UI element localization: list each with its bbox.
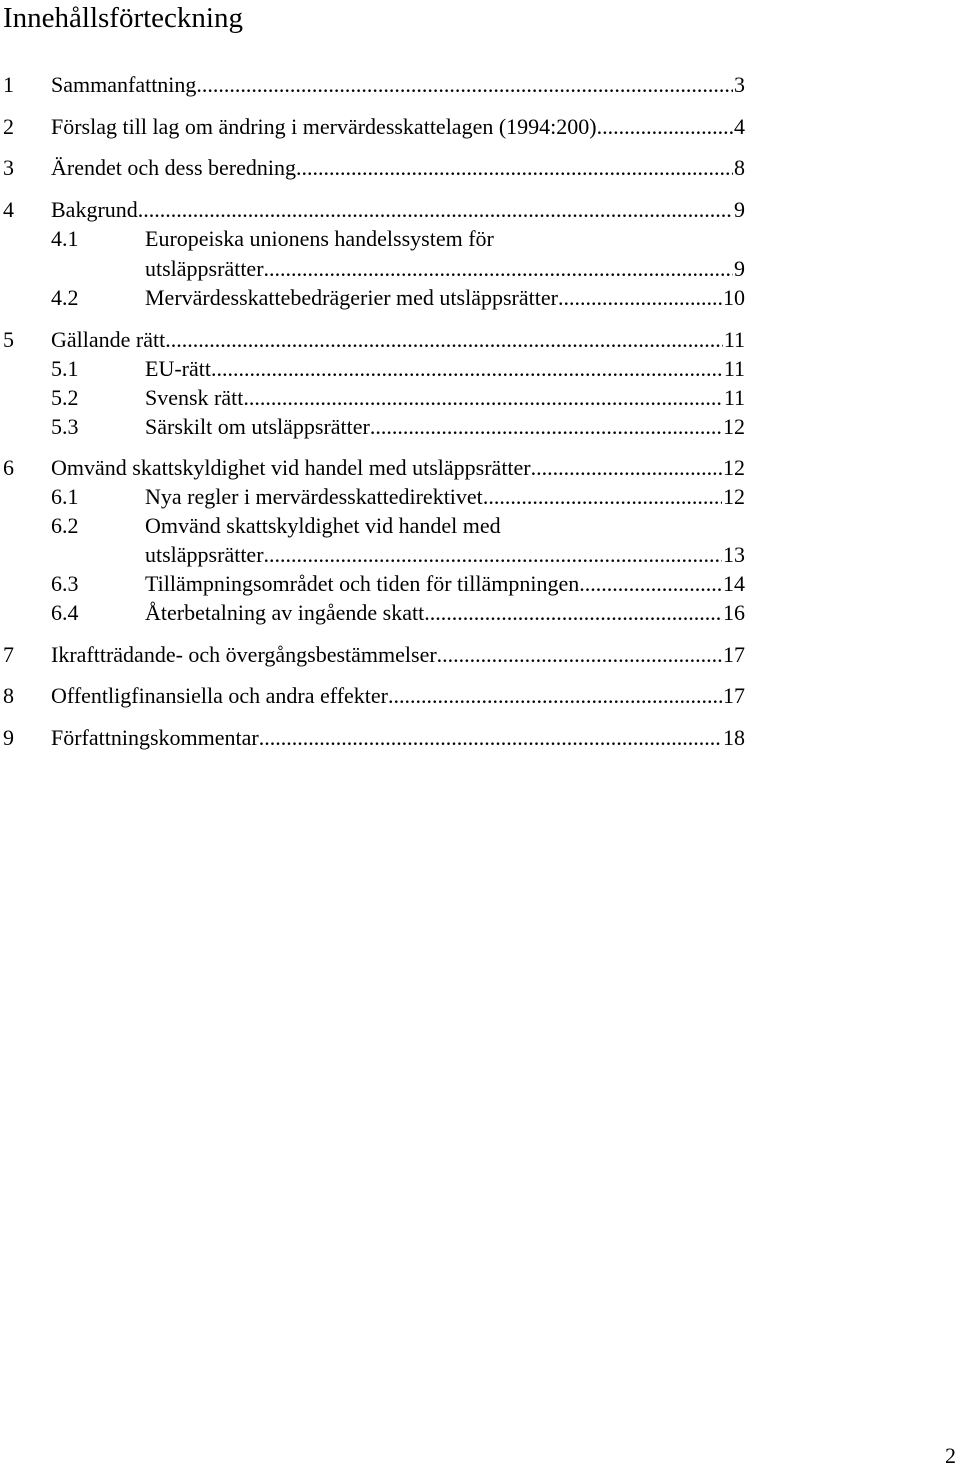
toc-page: 9 bbox=[734, 256, 745, 281]
toc-number: 7 bbox=[3, 642, 14, 667]
toc-title: EU-rätt bbox=[145, 356, 211, 381]
toc-title-continuation: utsläppsrätter bbox=[145, 256, 264, 281]
toc-title: Mervärdesskattebedrägerier med utsläppsrätter bbox=[145, 285, 558, 310]
toc-leader bbox=[196, 70, 733, 100]
toc-title: Förslag till lag om ändring i mervärdesskattelagen (1994:200) bbox=[51, 114, 597, 139]
toc-page: 4 bbox=[734, 114, 745, 139]
toc-leader bbox=[243, 383, 722, 413]
toc-title: Gällande rätt bbox=[51, 327, 166, 352]
toc-page: 9 bbox=[734, 197, 745, 222]
toc-leader bbox=[211, 354, 723, 384]
toc-page: 10 bbox=[723, 285, 745, 310]
toc-number: 6 bbox=[3, 455, 14, 480]
toc-title: Ikraftträdande- och övergångsbestämmelser bbox=[51, 642, 437, 667]
toc-leader bbox=[483, 482, 722, 512]
toc-entry-6[interactable] bbox=[0, 453, 745, 483]
toc-page: 12 bbox=[723, 414, 745, 439]
toc-page: 11 bbox=[723, 356, 745, 381]
toc-entry-7[interactable] bbox=[0, 640, 745, 670]
toc-leader bbox=[388, 681, 722, 711]
toc-entry-4-2[interactable] bbox=[0, 283, 745, 313]
toc-number: 6.1 bbox=[51, 484, 79, 509]
toc-page: 16 bbox=[723, 600, 745, 625]
toc-leader bbox=[138, 195, 733, 225]
toc-entry-6-3[interactable] bbox=[0, 569, 745, 599]
toc-leader bbox=[579, 569, 722, 599]
toc-page: 3 bbox=[734, 72, 745, 97]
toc-page: 8 bbox=[734, 155, 745, 180]
toc-entry-4-1[interactable] bbox=[0, 224, 745, 284]
toc-number: 3 bbox=[3, 155, 14, 180]
toc-entry-4[interactable] bbox=[0, 195, 745, 225]
page-number: 2 bbox=[945, 1443, 956, 1468]
toc-page: 12 bbox=[723, 484, 745, 509]
toc-number: 6.4 bbox=[51, 600, 79, 625]
toc-page: 14 bbox=[723, 571, 745, 596]
toc-leader bbox=[264, 254, 733, 284]
toc-entry-2[interactable] bbox=[0, 112, 745, 142]
toc-entry-5[interactable] bbox=[0, 325, 745, 355]
toc-page: 13 bbox=[723, 542, 745, 567]
toc-title: Sammanfattning bbox=[51, 72, 197, 97]
toc-page: 11 bbox=[723, 385, 745, 410]
toc-title: Tillämpningsområdet och tiden för tillämpningen bbox=[145, 571, 580, 596]
toc-page: 18 bbox=[723, 725, 745, 750]
toc-title: Nya regler i mervärdesskattedirektivet bbox=[145, 484, 483, 509]
toc-page: 17 bbox=[723, 683, 745, 708]
toc-leader bbox=[597, 112, 733, 142]
toc-entry-6-4[interactable] bbox=[0, 598, 745, 628]
toc-page: 11 bbox=[723, 327, 745, 352]
toc-entry-5-3[interactable] bbox=[0, 412, 745, 442]
toc-leader bbox=[558, 283, 722, 313]
toc-entry-3[interactable] bbox=[0, 153, 745, 183]
toc-title: Europeiska unionens handelssystem för bbox=[145, 226, 494, 251]
toc-number: 4 bbox=[3, 197, 14, 222]
toc-number: 9 bbox=[3, 725, 14, 750]
toc-entry-1[interactable] bbox=[0, 70, 745, 100]
toc-leader bbox=[437, 640, 722, 670]
toc-title: Återbetalning av ingående skatt bbox=[145, 600, 425, 625]
toc-entry-6-1[interactable] bbox=[0, 482, 745, 512]
toc-entry-9[interactable] bbox=[0, 723, 745, 753]
toc-title: Offentligfinansiella och andra effekter bbox=[51, 683, 388, 708]
toc-leader bbox=[531, 453, 722, 483]
toc-page: 17 bbox=[723, 642, 745, 667]
toc-number: 5.1 bbox=[51, 356, 79, 381]
toc-title: Särskilt om utsläppsrätter bbox=[145, 414, 370, 439]
toc-number: 4.2 bbox=[51, 285, 79, 310]
toc-number: 6.3 bbox=[51, 571, 79, 596]
toc-number: 1 bbox=[3, 72, 14, 97]
toc-entry-5-1[interactable] bbox=[0, 354, 745, 384]
toc-number: 5.2 bbox=[51, 385, 79, 410]
toc-number: 5 bbox=[3, 327, 14, 352]
toc-number: 6.2 bbox=[51, 513, 79, 538]
toc-title: Bakgrund bbox=[51, 197, 138, 222]
toc-title: Författningskommentar bbox=[51, 725, 259, 750]
toc-title: Omvänd skattskyldighet vid handel med bbox=[145, 513, 501, 538]
toc-number: 4.1 bbox=[51, 226, 79, 251]
toc-leader bbox=[264, 540, 722, 570]
toc-number: 8 bbox=[3, 683, 14, 708]
toc-page: 12 bbox=[723, 455, 745, 480]
toc-title-continuation: utsläppsrätter bbox=[145, 542, 264, 567]
toc-leader bbox=[370, 412, 722, 442]
toc-title: Svensk rätt bbox=[145, 385, 244, 410]
toc-leader bbox=[259, 723, 722, 753]
page-title: Innehållsförteckning bbox=[3, 2, 243, 34]
toc-title: Omvänd skattskyldighet vid handel med utsläppsrätter bbox=[51, 455, 531, 480]
toc-number: 5.3 bbox=[51, 414, 79, 439]
toc-leader bbox=[296, 153, 733, 183]
toc-entry-8[interactable] bbox=[0, 681, 745, 711]
toc-title: Ärendet och dess beredning bbox=[51, 155, 296, 180]
toc-leader bbox=[165, 325, 723, 355]
toc-entry-5-2[interactable] bbox=[0, 383, 745, 413]
toc-number: 2 bbox=[3, 114, 14, 139]
toc-leader bbox=[424, 598, 722, 628]
toc-entry-6-2[interactable] bbox=[0, 511, 745, 571]
